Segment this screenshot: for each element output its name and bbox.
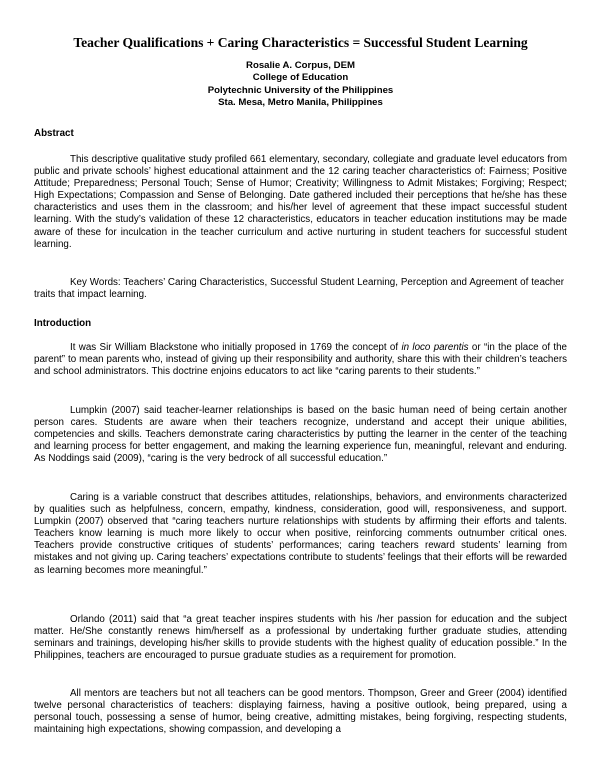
paper-title: Teacher Qualifications + Caring Characteristics = Successful Student Learning <box>73 35 528 50</box>
author-location: Sta. Mesa, Metro Manila, Philippines <box>218 96 383 108</box>
intro-paragraph-1 <box>34 342 567 378</box>
intro-p1-before: It was Sir William Blackstone who initially proposed in 1769 the concept of <box>70 342 402 353</box>
intro-paragraph-4: Orlando (2011) said that “a great teacher inspires students with his /her passion for education and the subject matter. He/She constantly renews him/herself as a professional by undertaking further graduate studies, attending seminars and trainings, developing his/her skills to provide students with the highest quality of education possible.” In the Philippines, teachers are encouraged to pursue graduate studies as a requirement for promotion. <box>34 614 567 662</box>
intro-p1-after: or “in the place of the parent” to mean parents who, instead of giving up their responsibility and authority, share this with their children’s teachers and school administrators. This doctrine enjoins educators to act like “caring parents to their students.” <box>34 342 567 378</box>
author-university: Polytechnic University of the Philippines <box>207 84 394 96</box>
introduction-heading: Introduction <box>34 318 92 329</box>
intro-paragraph-5: All mentors are teachers but not all teachers can be good mentors. Thompson, Greer and Greer (2004) identified twelve personal characteristics of teachers: displaying fairness, having a positive outlook, being prepared, using a personal touch, possessing a sense of humor, being creative, admitting mistakes, being forgiving, respecting students, maintaining high expectations, showing compassion, and developing a <box>34 688 567 736</box>
intro-paragraph-2: Lumpkin (2007) said teacher-learner relationships is based on the basic human need of being certain another person cares. Students are aware when their teachers recognize, understand and accept their unique abilities, competencies and skills. Teachers demonstrate caring characteristics by putting the learner in the center of the teaching and learning process for better engagement, and making the learning experience fun, meaningful, relevant and enduring. As Noddings said (2009), “caring is the very bedrock of all successful education.” <box>34 405 567 465</box>
abstract-keywords: Key Words: Teachers’ Caring Characteristics, Successful Student Learning, Perception and Agreement of teacher traits that impact learning. <box>34 277 564 301</box>
abstract-heading: Abstract <box>34 128 74 139</box>
author-college: College of Education <box>252 72 349 84</box>
author-name: Rosalie A. Corpus, DEM <box>246 60 355 71</box>
author-block <box>34 60 567 109</box>
abstract-body: This descriptive qualitative study profiled 661 elementary, secondary, collegiate and graduate level educators from public and private schools’ highest educational attainment and the 12 caring teacher characteristics of: Fairness; Positive Attitude; Preparedness; Personal Touch; Sense of Humor; Creativity; Willingness to Admit Mistakes; Forgiving; Respect; High Expectations; Compassion and Sense of Belonging. Date gathered included their perceptions that he/she has these characteristics and uses them in the classroom; and his/her level of agreement that these impact successful student learning. With the study’s validation of these 12 characteristics, educators in teacher education institutions may be made aware of these for inculcation in the teacher curriculum and active nurturing in student teachers for successful student learning. <box>34 154 567 250</box>
intro-paragraph-3: Caring is a variable construct that describes attitudes, relationships, behaviors, and environments characterized by qualities such as helpfulness, concern, empathy, kindness, consideration, good will, responsiveness, and support. Lumpkin (2007) observed that “caring teachers nurture relationships with students by affirming their efforts and talents. Teachers know learning is much more likely to occur when positive, reinforcing comments outnumber critical ones. Teachers provide constructive critiques of students’ performances; caring teachers reward students’ learning from mistakes and not giving up. Caring teachers’ expectations contribute to students’ feelings that their efforts will be rewarded as learning becomes more meaningful.” <box>34 492 567 576</box>
intro-p1-italic: in loco parentis <box>401 342 469 353</box>
